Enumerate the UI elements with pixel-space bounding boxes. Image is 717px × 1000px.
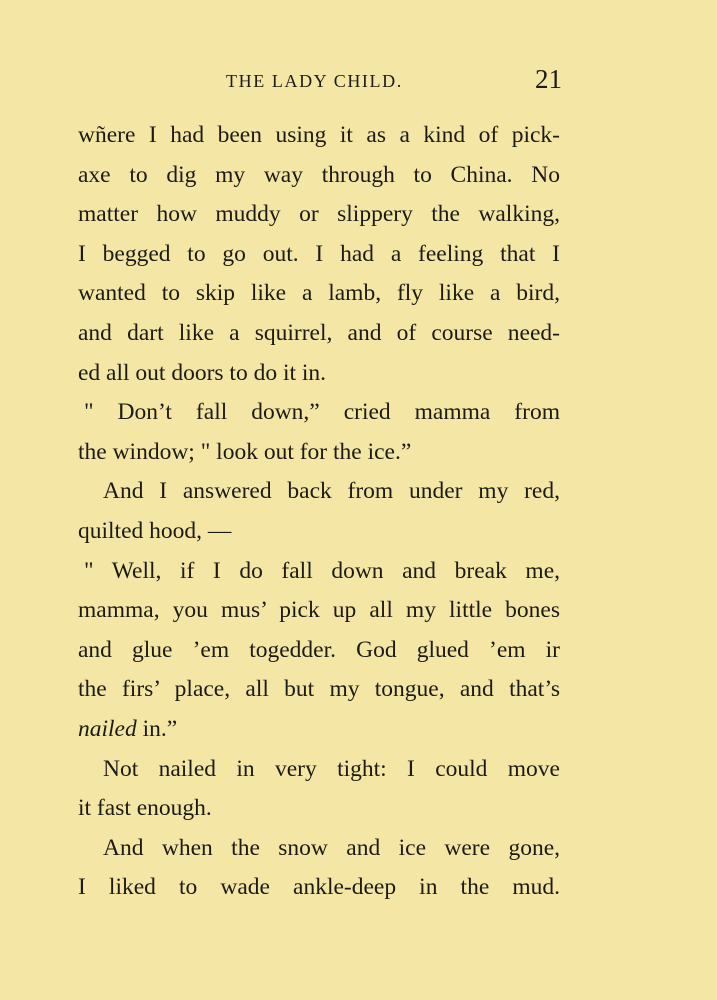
page-number: 21 (535, 64, 562, 94)
text-line: " Don’t fall down,” cried mamma from (84, 399, 560, 426)
running-head (0, 62, 717, 96)
body-text (78, 116, 560, 908)
text-line: wanted to skip like a lamb, fly like a bird, (78, 280, 560, 307)
text-line: And I answered back from under my red, (103, 478, 560, 505)
italic-word: nailed (78, 715, 137, 742)
text-line: ed all out doors to do it in. (78, 359, 327, 386)
text-line (78, 710, 560, 750)
text-line: And when the snow and ice were gone, (103, 834, 560, 861)
running-title: THE LADY CHILD. (226, 71, 403, 91)
text-line: wñere I had been using it as a kind of pick- (78, 122, 560, 148)
text-line: axe to dig my way through to China. No (78, 161, 560, 188)
text-line: matter how muddy or slippery the walking, (78, 201, 560, 228)
text-line: and dart like a squirrel, and of course need- (78, 319, 560, 346)
text-line: mamma, you mus’ pick up all my little bones (78, 597, 560, 624)
text-line: quilted hood, — (78, 517, 232, 544)
text-line: I liked to wade ankle-deep in the mud. (78, 874, 560, 901)
text-line: " Well, if I do fall down and break me, (84, 557, 560, 584)
line-tail: in.” (136, 715, 178, 742)
text-line: the window; " look out for the ice.” (78, 438, 412, 465)
text-line: and glue ’em togedder. God glued ’em ir (78, 636, 560, 663)
text-line: the firs’ place, all but my tongue, and that’s (78, 676, 560, 703)
text-line: Not nailed in very tight: I could move (103, 755, 560, 782)
text-line: I begged to go out. I had a feeling that I (78, 240, 560, 267)
text-line: it fast enough. (78, 795, 212, 822)
